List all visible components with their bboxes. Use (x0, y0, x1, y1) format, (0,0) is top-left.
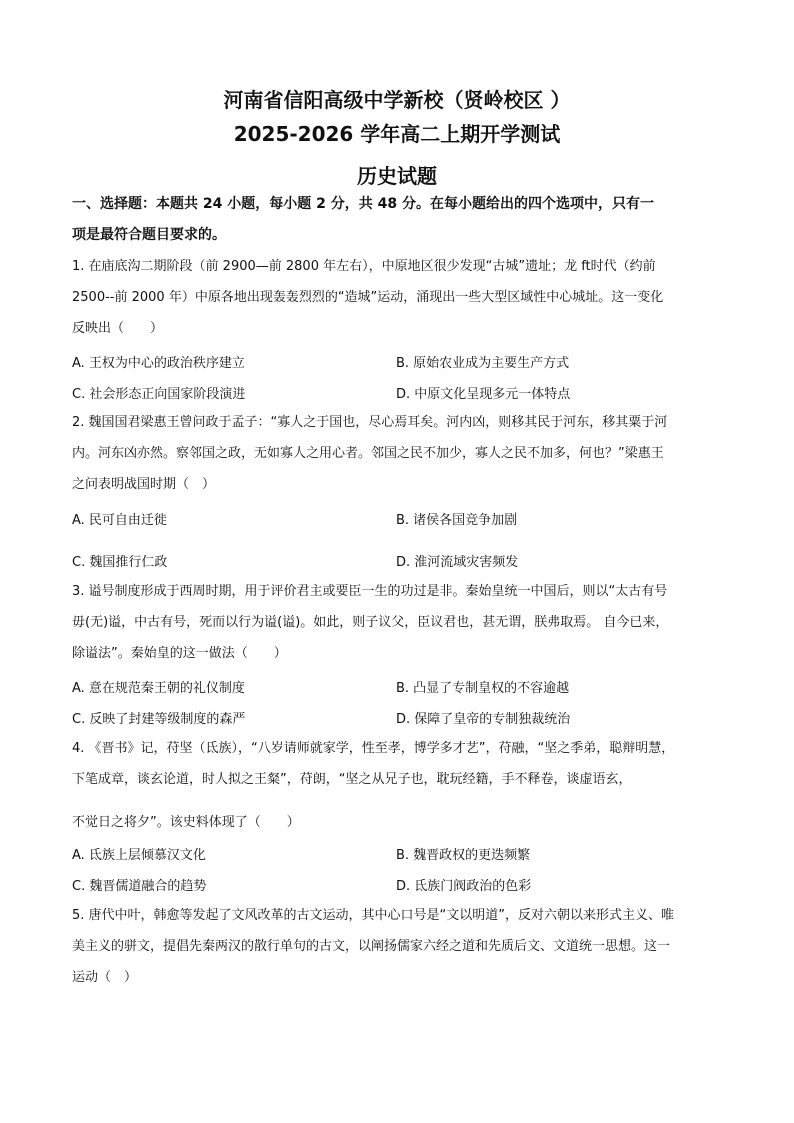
question-line: 毋(无)谥，中古有号，死而以行为谥(谥)。如此，则子议父，臣议君也，甚无谓，朕弗取焉。 自今已来， (72, 615, 669, 630)
question-line: 4. 《晋书》记，苻坚（氐族），“八岁请师就家学，性至孝，博学多才艺”，苻融，“坚之季弟，聪辩明慧， (72, 741, 675, 756)
question-line: 3. 谥号制度形成于西周时期，用于评价君主或要臣一生的功过是非。秦始皇统一中国后，则以“太古有号 (72, 584, 668, 599)
question-line: 不觉日之将夕”。该史料体现了（ ） (72, 815, 300, 830)
section-line: 项是最符合题目要求的。 (72, 227, 226, 243)
question-line: 内。河东凶亦然。察邻国之政，无如寡人之用心者。邻国之民不加少，寡人之民不加多，何也？”梁惠王 (72, 446, 664, 461)
question-2-option-b[interactable]: B. 诸侯各国竞争加剧 (396, 513, 518, 528)
subject-title: 历史试题 (357, 164, 437, 188)
question-5-stem (72, 900, 728, 993)
question-2-option-d[interactable]: D. 淮河流域灾害频发 (396, 555, 519, 570)
question-2-option-c[interactable]: C. 魏国推行仁政 (72, 555, 168, 570)
question-3-option-c[interactable]: C. 反映了封建等级制度的森严 (72, 712, 246, 727)
school-title: 河南省信阳高级中学新校（贤岭校区 ） (223, 88, 571, 112)
question-line: 除谥法”。秦始皇的这一做法（ ） (72, 646, 287, 661)
section-line: 一、选择题：本题共 24 小题，每小题 2 分，共 48 分。在每小题给出的四个选项中，只有一 (72, 196, 654, 212)
question-line: 反映出（ ） (72, 321, 164, 336)
question-line: 下笔成章，谈玄论道，时人拟之王粲”，苻朗，“坚之从兄子也，耽玩经籍，手不释卷，谈虚语玄， (72, 772, 632, 787)
question-2-option-a[interactable]: A. 民可自由迁徙 (72, 513, 167, 528)
question-3-option-a[interactable]: A. 意在规范秦王朝的礼仪制度 (72, 681, 245, 696)
section-instructions (72, 189, 724, 251)
question-line: 运动（ ） (72, 970, 138, 985)
question-4-stem (72, 733, 728, 838)
exam-title: 2025-2026 学年高二上期开学测试 (233, 122, 561, 146)
question-1-option-d[interactable]: D. 中原文化呈现多元一体特点 (396, 387, 571, 402)
question-1-option-b[interactable]: B. 原始农业成为主要生产方式 (396, 356, 570, 371)
question-3-option-d[interactable]: D. 保障了皇帝的专制独裁统治 (396, 712, 571, 727)
question-2-stem (72, 407, 728, 500)
question-4-option-b[interactable]: B. 魏晋政权的更迭频繁 (396, 848, 531, 863)
question-line: 之问表明战国时期（ ） (72, 477, 216, 492)
question-4-option-c[interactable]: C. 魏晋儒道融合的趋势 (72, 879, 207, 894)
question-3-option-b[interactable]: B. 凸显了专制皇权的不容逾越 (396, 681, 570, 696)
question-4-option-a[interactable]: A. 氐族上层倾慕汉文化 (72, 848, 206, 863)
question-3-stem (72, 576, 728, 669)
question-line: 2500--前 2000 年）中原各地出现轰轰烈烈的“造城”运动，涌现出一些大型区域性中心城址。这一变化 (72, 290, 664, 305)
question-line: 美主义的骈文，提倡先秦两汉的散行单句的古文，以阐扬儒家六经之道和先质后文、文道统一思想。这一 (72, 939, 671, 954)
question-1-option-a[interactable]: A. 王权为中心的政治秩序建立 (72, 356, 245, 371)
question-4-option-d[interactable]: D. 氐族门阀政治的色彩 (396, 879, 532, 894)
question-1-stem (72, 251, 728, 344)
question-line: 2. 魏国国君梁惠王曾问政于孟子：“寡人之于国也，尽心焉耳矣。河内凶，则移其民于河东，移其粟于河 (72, 415, 668, 430)
question-line: 1. 在庙底沟二期阶段（前 2900—前 2800 年左右），中原地区很少发现“古城”遗址；龙 ft时代（约前 (72, 259, 656, 274)
question-line: 5. 唐代中叶，韩愈等发起了文风改革的古文运动，其中心口号是“文以明道”，反对六朝以来形式主义、唯 (72, 908, 675, 923)
question-1-option-c[interactable]: C. 社会形态正向国家阶段演进 (72, 387, 246, 402)
